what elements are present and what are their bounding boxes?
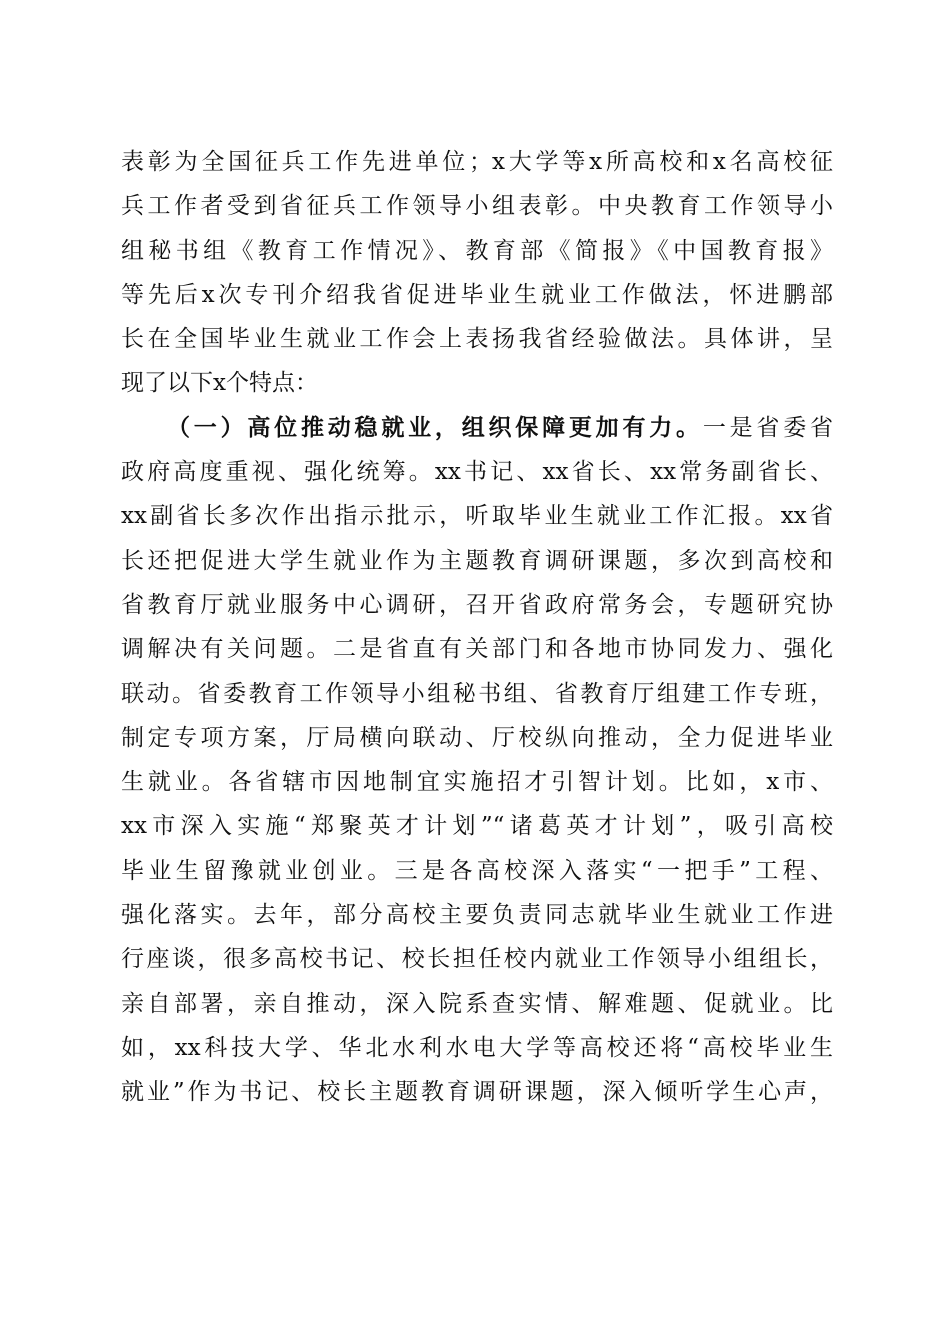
paragraph-line: 省教育厅就业服务中心调研，召开省政府常务会，专题研究协 <box>121 591 833 618</box>
paragraph-text: 一是省委省 <box>702 414 834 441</box>
paragraph-2 <box>121 406 833 1115</box>
paragraph-line: 组秘书组《教育工作情况》、教育部《简报》《中国教育报》 <box>121 237 833 264</box>
paragraph-line: 现了以下x个特点： <box>121 370 318 397</box>
paragraph-line: xx副省长多次作出指示批示，听取毕业生就业工作汇报。xx省 <box>121 503 833 530</box>
paragraph-line: 兵工作者受到省征兵工作领导小组表彰。中央教育工作领导小 <box>121 193 833 220</box>
paragraph-line: 如，xx科技大学、华北水利水电大学等高校还将“高校毕业生 <box>121 1034 833 1061</box>
paragraph-line: 表彰为全国征兵工作先进单位；x大学等x所高校和x名高校征 <box>121 149 833 175</box>
paragraph-line: 毕业生留豫就业创业。三是各高校深入落实“一把手”工程、 <box>121 857 833 884</box>
paragraph-line: 联动。省委教育工作领导小组秘书组、省教育厅组建工作专班， <box>121 680 833 707</box>
paragraph-1 <box>121 140 833 406</box>
paragraph-line: 行座谈，很多高校书记、校长担任校内就业工作领导小组组长， <box>121 946 833 973</box>
paragraph-first-line <box>121 406 833 450</box>
paragraph-line: 强化落实。去年，部分高校主要负责同志就毕业生就业工作进 <box>121 902 833 929</box>
paragraph-line: 调解决有关问题。二是省直有关部门和各地市协同发力、强化 <box>121 636 833 663</box>
paragraph-line: 生就业。各省辖市因地制宜实施招才引智计划。比如，x市、 <box>121 769 833 796</box>
paragraph-line: 亲自部署，亲自推动，深入院系查实情、解难题、促就业。比 <box>121 990 833 1017</box>
paragraph-line: 制定专项方案，厅局横向联动、厅校纵向推动，全力促进毕业 <box>121 724 833 751</box>
paragraph-line: 就业”作为书记、校长主题教育调研课题，深入倾听学生心声， <box>121 1079 833 1106</box>
section-heading: （一）高位推动稳就业，组织保障更加有力。 <box>167 414 703 441</box>
paragraph-line: xx市深入实施“郑聚英才计划”“诸葛英才计划”，吸引高校 <box>121 813 833 840</box>
paragraph-line: 长在全国毕业生就业工作会上表扬我省经验做法。具体讲，呈 <box>121 326 833 353</box>
paragraph-line: 等先后x次专刊介绍我省促进毕业生就业工作做法，怀进鹏部 <box>121 281 833 308</box>
paragraph-line: 长还把促进大学生就业作为主题教育调研课题，多次到高校和 <box>121 547 833 574</box>
paragraph-line: 政府高度重视、强化统筹。xx书记、xx省长、xx常务副省长、 <box>121 459 833 486</box>
document-body <box>121 140 833 1115</box>
